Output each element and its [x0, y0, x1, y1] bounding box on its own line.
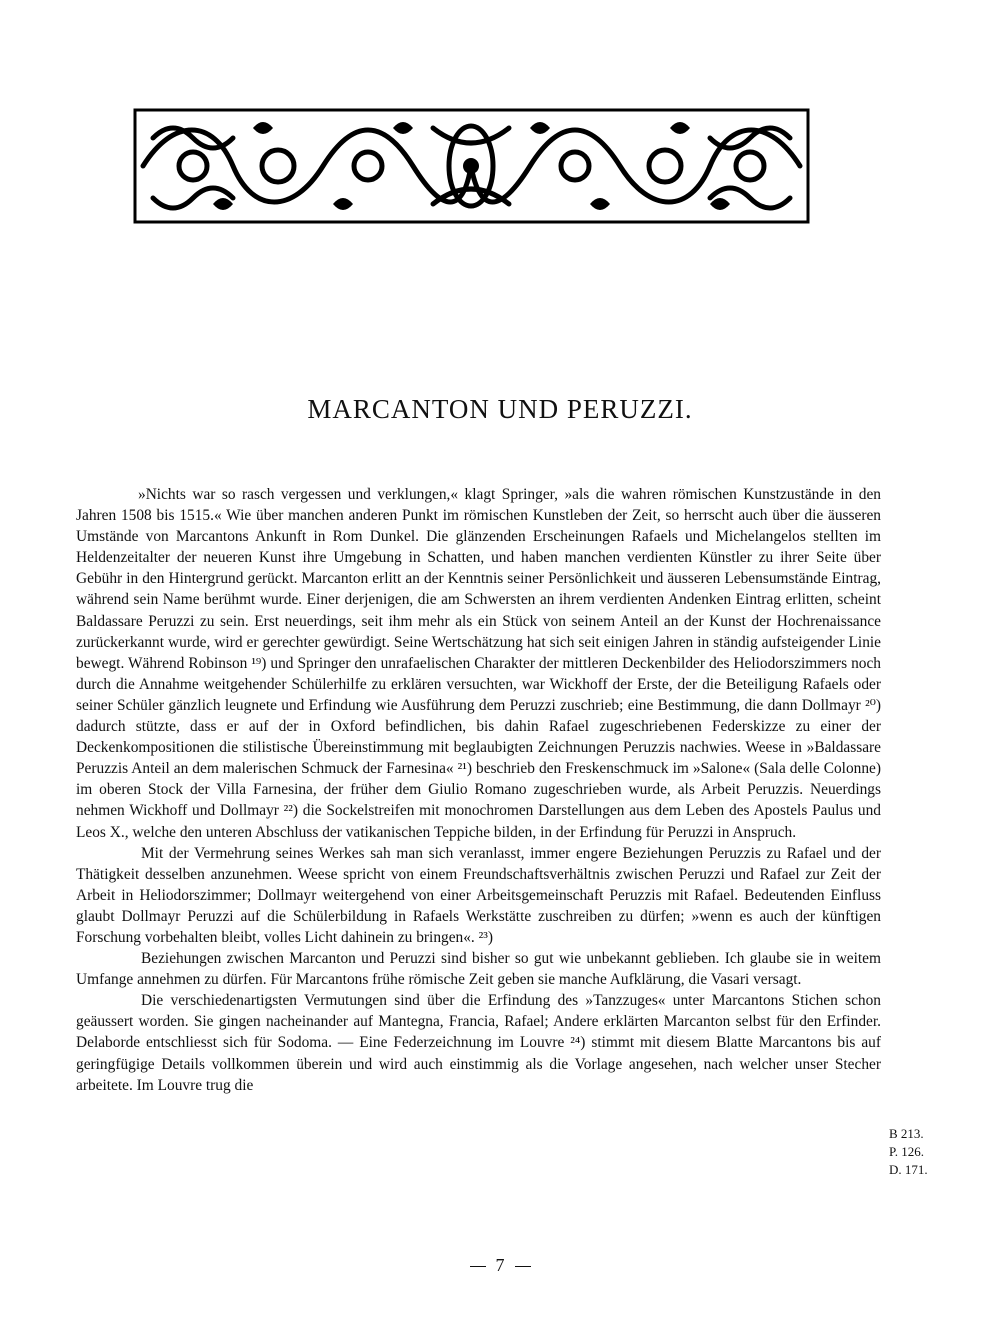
ornamental-headpiece — [133, 108, 810, 224]
page-number: 7 — [495, 1255, 505, 1275]
margin-note: B 213. — [889, 1126, 924, 1141]
margin-note: P. 126. — [889, 1144, 925, 1159]
page-number-footer — [0, 1255, 1000, 1276]
paragraph: »Nichts war so rasch vergessen und verklungen,« klagt Springer, »als die wahren römischen Kunstzustände in den Jahren 1508 bis 1515.« Wie über manchen anderen Punkt im römischen Kunstleben der Zeit, so herrscht auch über die äusseren Umstände von Marcantons Ankunft in Rom Dunkel. Die glänzenden Erscheinungen Rafaels und Michelangelos stellten im Heldenzeitalter der neueren Kunst ihre Umgebung in Schatten, und haben manchen verdienten Künstler zu ihrer Seite über Gebühr in den Hintergrund gerückt. Marcanton erlitt an der Kenntnis seiner Persönlichkeit und äusseren Lebensumstände Eintrag, während sein Name berühmt wurde. Einer derjenigen, die am Schwersten an ihrem verdienten Andenken Eintrag erlitten, scheint Baldassare Peruzzi zu sein. Erst neuerdings, seit ihm mehr als ein Stück von seinem Anteil an der Kunst der Hochrenaissance zurückerkannt wurde, wird er gerechter gewürdigt. Seine Wertschätzung hat sich seit einigen Jahren in ständig aufsteigender Linie bewegt. Während Robinson ¹⁹) und Springer den unrafaelischen Charakter der mittleren Deckenbilder des Heliodorszimmers noch durch die Annahme weitgehender Schülerhilfe zu erklären versuchten, war Wickhoff der Erste, der die Beteiligung Rafaels oder seiner Schüler gänzlich leugnete und Erfindung wie Ausführung dem Peruzzi zuschrieb; eine Bestimmung, die dann Dollmayr ²⁰) dadurch stützte, dass er auf der in Oxford befindlichen, bis dahin Rafael zugeschriebenen Federskizze zu einer der Deckenkompositionen die stilistische Übereinstimmung mit beglaubigten Zeichnungen Peruzzis nachwies. Weese in »Baldassare Peruzzis Anteil an dem malerischen Schmuck der Farnesina« ²¹) beschrieb den Freskenschmuck im »Salone« (Sala delle Colonne) im oberen Stock der Villa Farnesina, der früher dem Giulio Romano zugeschrieben wurde, als Arbeit Peruzzis. Neuerdings nehmen Wickhoff und Dollmayr ²²) die Sockelstreifen mit monochromen Darstellungen aus dem Leben des Apostels Paulus und Leos X., welche den unteren Abschluss der vatikanischen Teppiche bilden, in der Erfindung für Peruzzi in Anspruch. — [76, 486, 881, 841]
page-title: MARCANTON UND PERUZZI. — [307, 394, 693, 424]
paragraph: Beziehungen zwischen Marcanton und Peruzzi sind bisher so gut wie unbekannt geblieben. Ich glaube sie in weitem Umfange annehmen zu dürfen. Für Marcantons frühe römische Zeit geben sie manche Aufklärung, die Vasari versagt. — [76, 950, 881, 989]
margin-references — [889, 1125, 928, 1179]
paragraph: Mit der Vermehrung seines Werkes sah man sich veranlasst, immer engere Beziehungen Peruzzis zu Rafael und der Thätigkeit desselben anzunehmen. Weese spricht von einem Freundschaftsverhältnis zwischen Peruzzi und Rafael zur Zeit der Arbeit in Heliodorszimmer; Dollmayr weitergehend von einer Arbeitsgemeinschaft Peruzzis mit Rafael. Bedeutenden Einfluss glaubt Dollmayr Peruzzi auf die Schülerbildung in Rafaels Werkstätte zuschreiben zu dürfen; »wenn es auch der künftigen Forschung vorbehalten bleibt, volles Licht dahinein zu bringen«. ²³) — [76, 844, 881, 946]
folio-dash-left — [470, 1266, 486, 1267]
body-text — [76, 484, 881, 1096]
paragraph: Die verschiedenartigsten Vermutungen sind über die Erfindung des »Tanzzuges« unter Marcantons Stichen schon geäussert worden. Sie gingen nacheinander auf Mantegna, Francia, Rafael; Andere erklärten Marcanton selbst für den Erfinder. Delaborde entschliesst sich für Sodoma. — Eine Federzeichnung im Louvre ²⁴) stimmt mit diesem Blatte Marcantons bis auf geringfügige Details vollkommen überein und wird auch einstimmig als die Vorlage angesehen, nach welcher unser Stecher arbeitete. Im Louvre trug die — [76, 992, 881, 1094]
margin-note: D. 171. — [889, 1162, 928, 1177]
folio-dash-right — [515, 1266, 531, 1267]
